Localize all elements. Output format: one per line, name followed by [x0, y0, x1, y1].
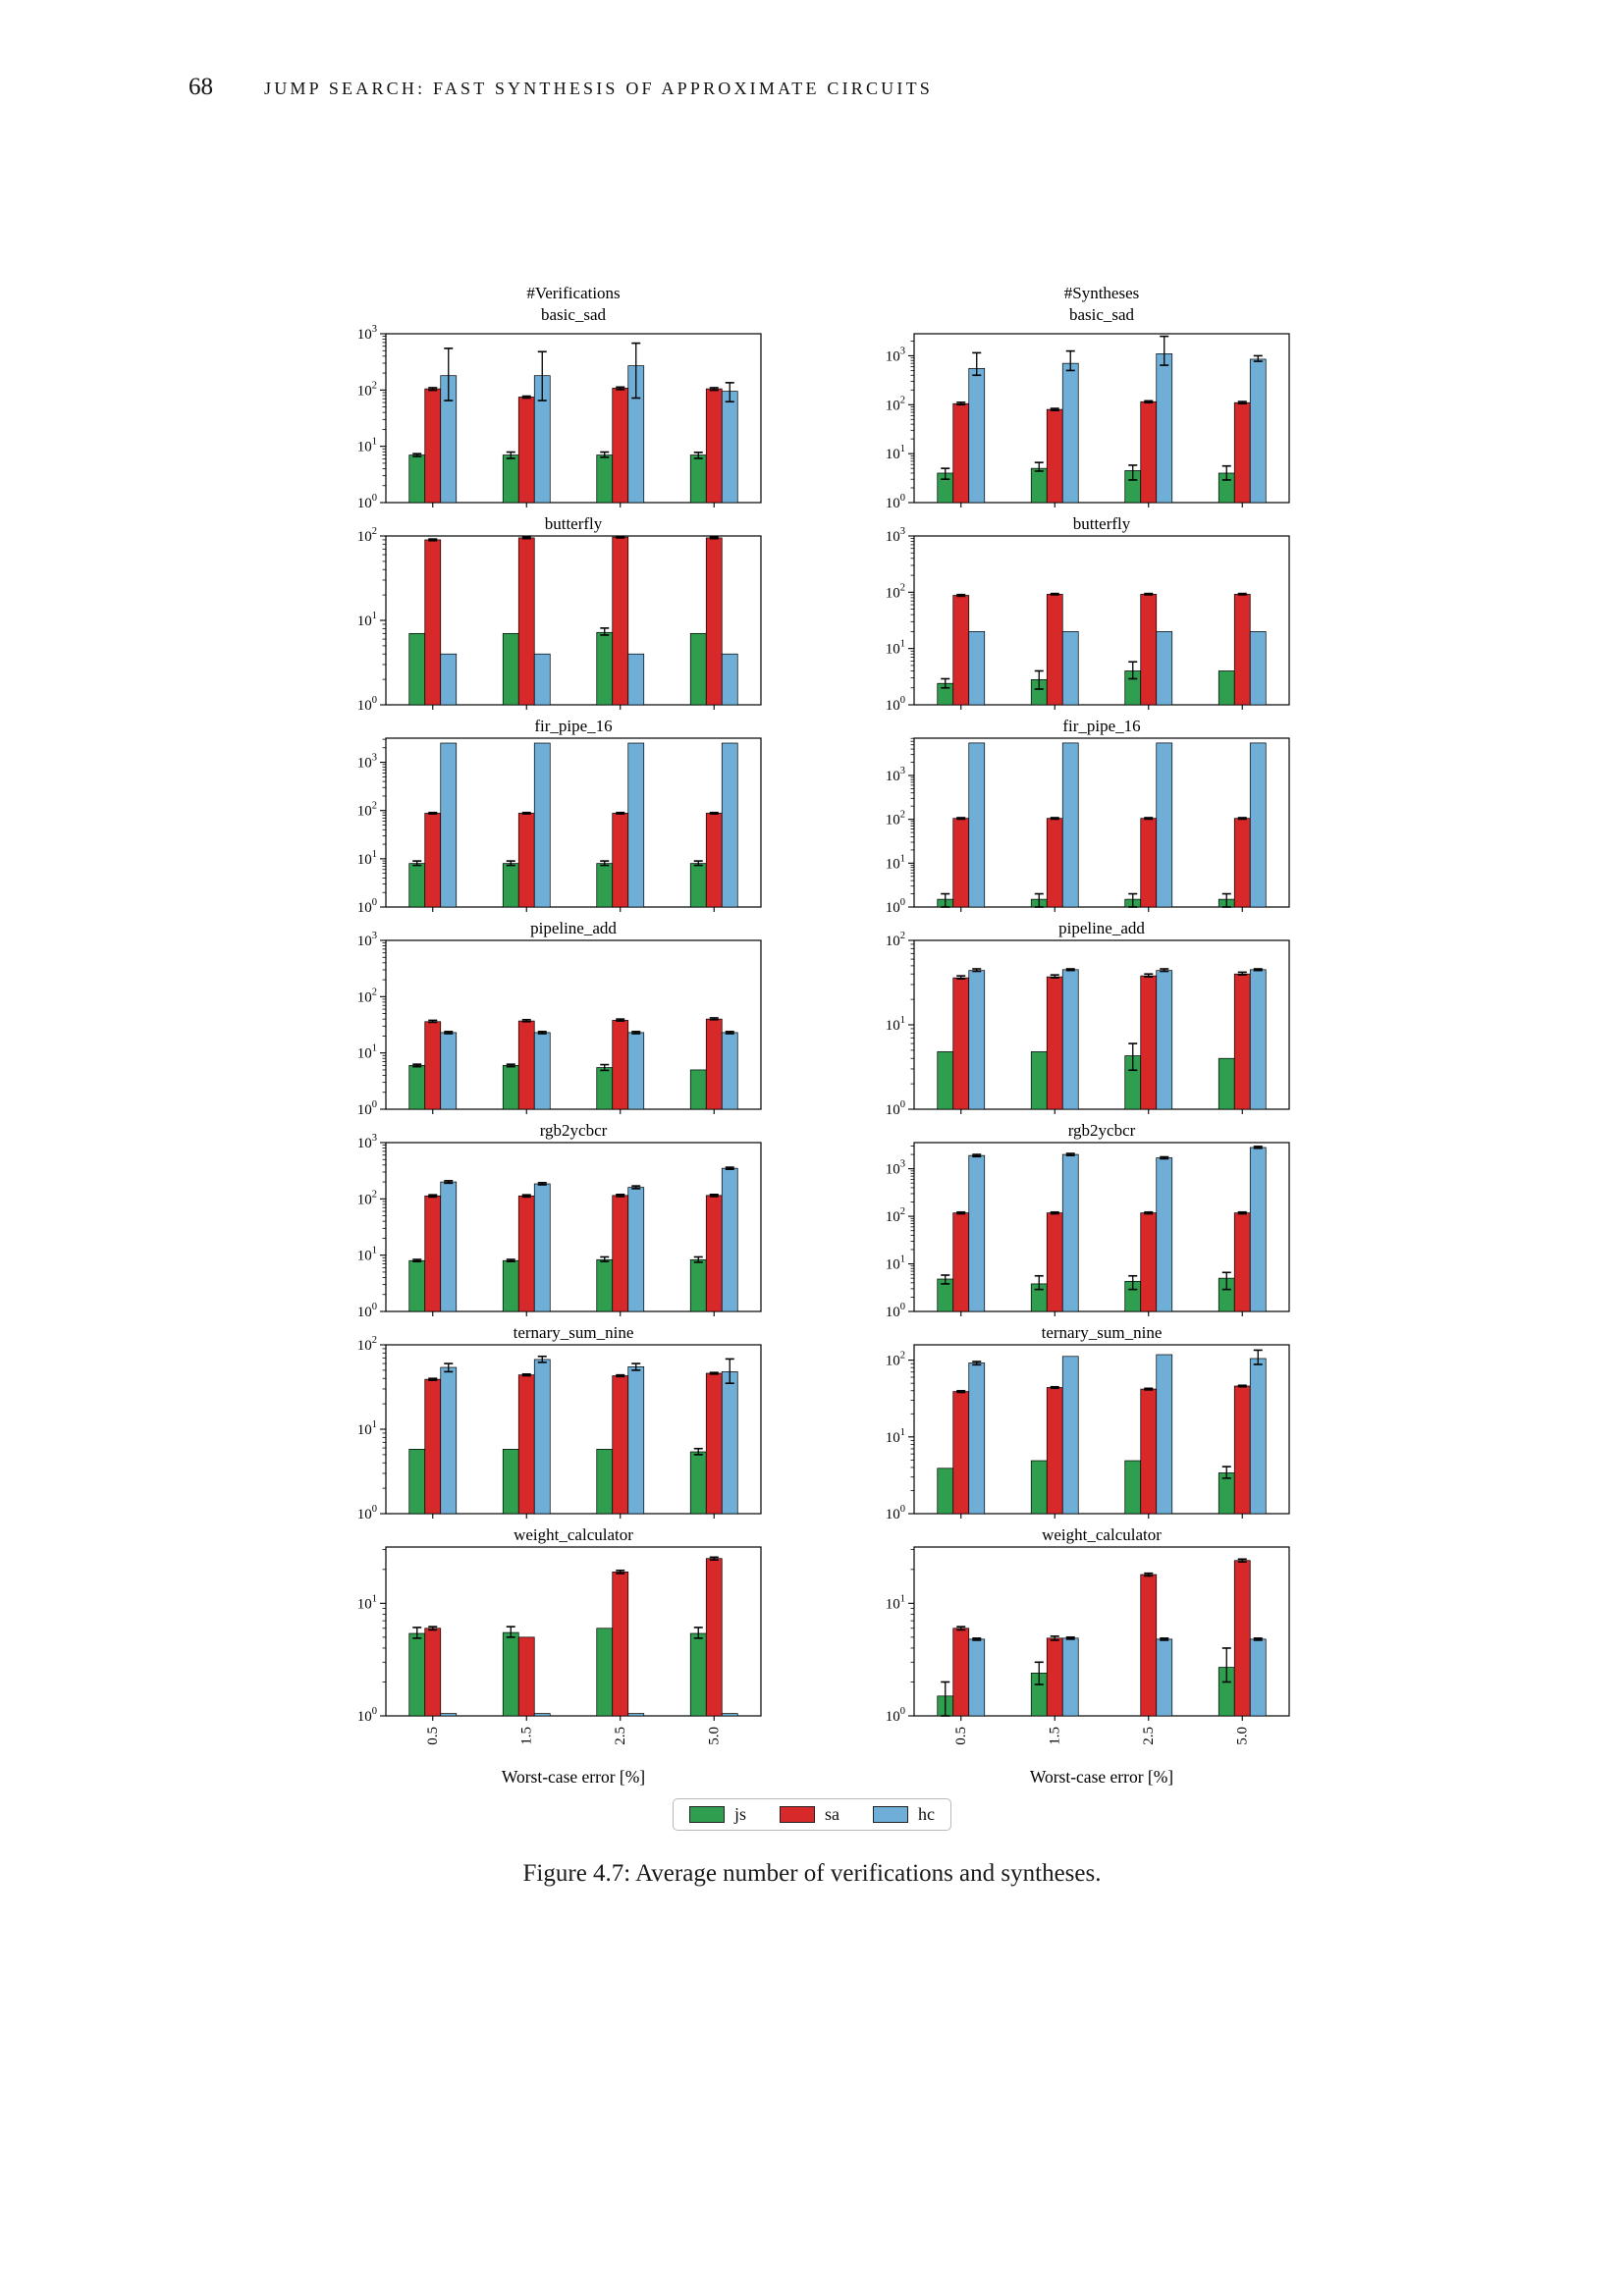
chart-basic_sad-syntheses — [855, 283, 1297, 510]
chart-butterfly-verifications — [327, 510, 769, 713]
bar-hc — [1250, 970, 1266, 1109]
bar-sa — [518, 1637, 534, 1716]
bar-js — [597, 1629, 613, 1716]
svg-text:101: $10^1$ — [356, 436, 377, 455]
bar-sa — [953, 978, 969, 1109]
bar-js — [1218, 1472, 1234, 1514]
svg-text:100: $10^0$ — [356, 897, 377, 915]
bar-js — [409, 1260, 425, 1311]
bar-js — [503, 1065, 518, 1109]
bar-hc — [1062, 1638, 1078, 1716]
bar-hc — [1157, 1639, 1172, 1716]
bar-js — [409, 455, 425, 503]
bar-hc — [628, 1714, 644, 1716]
chart-row — [327, 283, 1297, 510]
svg-text:rgb2ycbcr: rgb2ycbcr — [539, 1121, 608, 1140]
bar-hc — [534, 654, 550, 705]
chart-row — [327, 1522, 1297, 1794]
chart-row — [327, 1117, 1297, 1319]
bar-sa — [1047, 1638, 1062, 1716]
bar-hc — [969, 971, 985, 1109]
bar-hc — [1250, 1148, 1266, 1311]
bar-hc — [1157, 1355, 1172, 1514]
svg-text:100: $10^0$ — [885, 1504, 905, 1522]
svg-text:5.0: 5.0 — [1234, 1727, 1251, 1745]
bar-sa — [1234, 1213, 1250, 1311]
legend-label-js: js — [733, 1804, 746, 1824]
bar-hc — [722, 1371, 737, 1514]
chart-ternary_sum_nine-syntheses — [855, 1319, 1297, 1522]
svg-text:ternary_sum_nine: ternary_sum_nine — [1041, 1323, 1163, 1342]
svg-text:100: $10^0$ — [356, 1302, 377, 1319]
chart-row — [327, 510, 1297, 713]
bar-sa — [953, 819, 969, 907]
bar-hc — [969, 1639, 985, 1716]
svg-text:101: $10^1$ — [885, 853, 905, 873]
svg-text:#Verifications: #Verifications — [526, 284, 621, 302]
svg-text:2.5: 2.5 — [612, 1727, 628, 1745]
svg-text:100: $10^0$ — [885, 493, 905, 510]
svg-text:103: $10^3$ — [356, 1133, 377, 1151]
bar-hc — [1062, 631, 1078, 705]
bar-sa — [1141, 1575, 1157, 1716]
bar-js — [938, 1051, 953, 1109]
bar-sa — [1141, 1389, 1157, 1514]
bar-sa — [518, 1375, 534, 1514]
bar-sa — [425, 1379, 441, 1514]
bar-sa — [953, 1629, 969, 1716]
bar-js — [503, 633, 518, 705]
bar-hc — [534, 1360, 550, 1514]
svg-text:101: $10^1$ — [356, 1419, 377, 1438]
bar-hc — [1250, 631, 1266, 705]
bar-sa — [1234, 1561, 1250, 1716]
svg-text:weight_calculator: weight_calculator — [1042, 1525, 1162, 1544]
bar-hc — [441, 1033, 457, 1109]
figure — [0, 283, 1624, 1888]
bar-hc — [534, 1714, 550, 1716]
bar-hc — [969, 1155, 985, 1311]
bar-sa — [613, 1376, 628, 1514]
chart-ternary_sum_nine-verifications — [327, 1319, 769, 1522]
legend-swatch-sa — [780, 1806, 815, 1823]
bar-sa — [706, 389, 722, 503]
svg-text:102: $10^2$ — [356, 526, 377, 545]
svg-text:103: $10^3$ — [885, 1158, 905, 1178]
bar-js — [690, 1070, 706, 1109]
bar-js — [1031, 468, 1047, 503]
bar-sa — [518, 1196, 534, 1311]
legend — [673, 1798, 951, 1831]
bar-js — [938, 1468, 953, 1514]
bar-js — [690, 864, 706, 907]
svg-text:1.5: 1.5 — [518, 1727, 535, 1745]
svg-text:butterfly: butterfly — [1072, 514, 1131, 533]
svg-text:butterfly: butterfly — [544, 514, 603, 533]
svg-text:101: $10^1$ — [356, 1245, 377, 1264]
chart-basic_sad-verifications — [327, 283, 769, 510]
svg-text:102: $10^2$ — [885, 1350, 905, 1369]
svg-text:103: $10^3$ — [885, 765, 905, 784]
chart-butterfly-syntheses — [855, 510, 1297, 713]
bar-hc — [441, 1714, 457, 1716]
bar-sa — [1047, 1388, 1062, 1514]
svg-text:101: $10^1$ — [356, 848, 377, 868]
bar-hc — [1062, 1154, 1078, 1311]
svg-text:101: $10^1$ — [885, 1426, 905, 1446]
bar-js — [597, 864, 613, 907]
chart-row — [327, 1319, 1297, 1522]
bar-js — [690, 633, 706, 705]
svg-text:5.0: 5.0 — [706, 1727, 723, 1745]
svg-text:basic_sad: basic_sad — [540, 305, 607, 324]
bar-sa — [518, 813, 534, 907]
bar-hc — [722, 654, 737, 705]
legend-label-hc: hc — [918, 1804, 935, 1824]
bar-sa — [1047, 977, 1062, 1109]
bar-js — [690, 1259, 706, 1311]
bar-sa — [706, 1019, 722, 1109]
bar-sa — [1047, 819, 1062, 907]
chart-weight_calculator-syntheses — [855, 1522, 1297, 1794]
legend-item-js — [689, 1804, 746, 1825]
svg-text:101: $10^1$ — [885, 1254, 905, 1273]
bar-sa — [953, 1392, 969, 1514]
bar-hc — [969, 631, 985, 705]
svg-text:101: $10^1$ — [356, 611, 377, 629]
page-header — [189, 74, 933, 101]
bar-sa — [613, 1572, 628, 1716]
bar-hc — [628, 654, 644, 705]
svg-text:Worst-case error [%]: Worst-case error [%] — [501, 1767, 646, 1787]
bar-hc — [628, 1033, 644, 1109]
svg-text:102: $10^2$ — [356, 380, 377, 400]
svg-text:103: $10^3$ — [356, 324, 377, 343]
chart-row — [327, 713, 1297, 915]
bar-sa — [1141, 401, 1157, 503]
bar-hc — [628, 743, 644, 907]
bar-sa — [706, 1196, 722, 1311]
svg-text:100: $10^0$ — [885, 1099, 905, 1117]
bar-sa — [1141, 819, 1157, 907]
bar-js — [597, 455, 613, 503]
svg-text:102: $10^2$ — [356, 987, 377, 1006]
bar-hc — [722, 1714, 737, 1716]
bar-hc — [722, 743, 737, 907]
bar-js — [503, 1260, 518, 1311]
legend-label-sa: sa — [825, 1804, 839, 1824]
bar-sa — [518, 538, 534, 705]
bar-sa — [613, 1196, 628, 1311]
svg-text:102: $10^2$ — [885, 809, 905, 828]
bar-sa — [1047, 594, 1062, 705]
svg-text:100: $10^0$ — [885, 897, 905, 915]
bar-sa — [1234, 974, 1250, 1109]
svg-text:103: $10^3$ — [356, 931, 377, 949]
svg-text:103: $10^3$ — [356, 752, 377, 772]
bar-hc — [1157, 1157, 1172, 1311]
figure-grid — [327, 283, 1297, 1794]
bar-sa — [1141, 976, 1157, 1109]
legend-item-hc — [873, 1804, 935, 1825]
bar-hc — [722, 392, 737, 503]
bar-js — [1031, 1461, 1047, 1514]
bar-sa — [1234, 594, 1250, 705]
svg-text:102: $10^2$ — [356, 800, 377, 820]
svg-text:101: $10^1$ — [885, 444, 905, 463]
svg-text:101: $10^1$ — [885, 1593, 905, 1613]
running-title: JUMP SEARCH: FAST SYNTHESIS OF APPROXIMATE CIRCUITS — [264, 79, 933, 98]
chart-row — [327, 915, 1297, 1117]
bar-sa — [613, 388, 628, 503]
svg-text:100: $10^0$ — [885, 695, 905, 713]
bar-hc — [969, 368, 985, 503]
svg-text:102: $10^2$ — [885, 1206, 905, 1226]
svg-text:100: $10^0$ — [356, 1099, 377, 1117]
chart-fir_pipe_16-syntheses — [855, 713, 1297, 915]
legend-swatch-hc — [873, 1806, 908, 1823]
bar-hc — [969, 743, 985, 907]
bar-js — [503, 1449, 518, 1514]
bar-sa — [1234, 819, 1250, 907]
bar-hc — [441, 1367, 457, 1514]
svg-text:103: $10^3$ — [885, 346, 905, 365]
svg-text:rgb2ycbcr: rgb2ycbcr — [1067, 1121, 1136, 1140]
page-number: 68 — [189, 74, 213, 100]
bar-js — [690, 1452, 706, 1514]
svg-text:0.5: 0.5 — [424, 1727, 441, 1745]
bar-sa — [953, 403, 969, 503]
bar-js — [1218, 670, 1234, 705]
bar-js — [1218, 1058, 1234, 1109]
svg-text:ternary_sum_nine: ternary_sum_nine — [513, 1323, 634, 1342]
bar-sa — [425, 389, 441, 503]
bar-sa — [1047, 1213, 1062, 1311]
bar-hc — [1062, 743, 1078, 907]
bar-js — [409, 633, 425, 705]
bar-sa — [425, 1022, 441, 1109]
bar-js — [597, 1259, 613, 1311]
bar-sa — [953, 1213, 969, 1311]
bar-hc — [628, 1188, 644, 1311]
svg-text:pipeline_add: pipeline_add — [1058, 919, 1145, 937]
svg-text:1.5: 1.5 — [1047, 1727, 1063, 1745]
chart-rgb2ycbcr-syntheses — [855, 1117, 1297, 1319]
bar-hc — [722, 1033, 737, 1109]
bar-hc — [534, 1184, 550, 1311]
bar-hc — [722, 1168, 737, 1311]
svg-text:101: $10^1$ — [356, 1042, 377, 1062]
bar-hc — [1157, 353, 1172, 503]
svg-text:Worst-case error [%]: Worst-case error [%] — [1029, 1767, 1174, 1787]
bar-sa — [425, 540, 441, 705]
legend-swatch-js — [689, 1806, 725, 1823]
figure-caption: Figure 4.7: Average number of verifications and syntheses. — [522, 1860, 1102, 1887]
bar-hc — [441, 1182, 457, 1311]
bar-hc — [1250, 1359, 1266, 1514]
chart-pipeline_add-syntheses — [855, 915, 1297, 1117]
bar-js — [409, 1065, 425, 1109]
bar-js — [409, 1449, 425, 1514]
svg-text:100: $10^0$ — [356, 493, 377, 510]
bar-js — [597, 632, 613, 705]
bar-js — [409, 864, 425, 907]
bar-js — [690, 455, 706, 503]
svg-text:103: $10^3$ — [885, 526, 905, 545]
legend-item-sa — [780, 1804, 839, 1825]
bar-hc — [1250, 743, 1266, 907]
bar-hc — [1157, 743, 1172, 907]
svg-text:102: $10^2$ — [885, 931, 905, 949]
svg-text:0.5: 0.5 — [952, 1727, 969, 1745]
bar-sa — [613, 1020, 628, 1109]
bar-sa — [425, 1629, 441, 1716]
bar-hc — [1062, 1357, 1078, 1514]
bar-hc — [534, 1033, 550, 1109]
svg-text:101: $10^1$ — [356, 1593, 377, 1613]
bar-js — [503, 455, 518, 503]
bar-sa — [706, 813, 722, 907]
svg-text:100: $10^0$ — [885, 1302, 905, 1319]
svg-text:102: $10^2$ — [356, 1335, 377, 1354]
bar-hc — [534, 743, 550, 907]
bar-sa — [518, 1021, 534, 1109]
bar-sa — [706, 538, 722, 705]
bar-hc — [628, 1366, 644, 1514]
bar-js — [503, 1632, 518, 1716]
bar-sa — [613, 537, 628, 705]
svg-text:pipeline_add: pipeline_add — [530, 919, 617, 937]
bar-sa — [1141, 594, 1157, 705]
bar-js — [690, 1633, 706, 1716]
bar-sa — [1047, 409, 1062, 503]
chart-pipeline_add-verifications — [327, 915, 769, 1117]
bar-sa — [1141, 1213, 1157, 1311]
svg-text:weight_calculator: weight_calculator — [514, 1525, 633, 1544]
bar-hc — [969, 1362, 985, 1514]
bar-hc — [1157, 631, 1172, 705]
bar-sa — [518, 397, 534, 503]
bar-js — [1125, 1461, 1141, 1514]
bar-sa — [1234, 1386, 1250, 1514]
bar-js — [503, 864, 518, 907]
svg-text:100: $10^0$ — [356, 1504, 377, 1522]
svg-text:fir_pipe_16: fir_pipe_16 — [1062, 717, 1141, 735]
svg-text:101: $10^1$ — [885, 1015, 905, 1034]
bar-js — [409, 1633, 425, 1716]
bar-js — [1031, 1051, 1047, 1109]
svg-text:100: $10^0$ — [356, 695, 377, 713]
bar-sa — [706, 1559, 722, 1716]
bar-hc — [1062, 363, 1078, 503]
svg-text:100: $10^0$ — [356, 1706, 377, 1725]
chart-fir_pipe_16-verifications — [327, 713, 769, 915]
chart-rgb2ycbcr-verifications — [327, 1117, 769, 1319]
svg-text:102: $10^2$ — [885, 395, 905, 414]
bar-js — [597, 1449, 613, 1514]
svg-text:fir_pipe_16: fir_pipe_16 — [534, 717, 613, 735]
bar-hc — [1062, 970, 1078, 1109]
bar-js — [597, 1068, 613, 1109]
bar-hc — [1157, 971, 1172, 1109]
svg-text:basic_sad: basic_sad — [1068, 305, 1135, 324]
svg-text:#Syntheses: #Syntheses — [1063, 284, 1140, 302]
bar-sa — [613, 813, 628, 907]
svg-text:101: $10^1$ — [885, 638, 905, 658]
svg-text:102: $10^2$ — [356, 1189, 377, 1208]
bar-sa — [953, 596, 969, 705]
bar-hc — [441, 654, 457, 705]
bar-hc — [1250, 1639, 1266, 1716]
svg-text:102: $10^2$ — [885, 582, 905, 602]
bar-sa — [1234, 402, 1250, 503]
svg-text:2.5: 2.5 — [1140, 1727, 1157, 1745]
bar-sa — [706, 1373, 722, 1514]
bar-sa — [425, 813, 441, 907]
svg-text:100: $10^0$ — [885, 1706, 905, 1725]
bar-sa — [425, 1196, 441, 1311]
bar-hc — [441, 743, 457, 907]
chart-weight_calculator-verifications — [327, 1522, 769, 1794]
bar-hc — [1250, 359, 1266, 503]
